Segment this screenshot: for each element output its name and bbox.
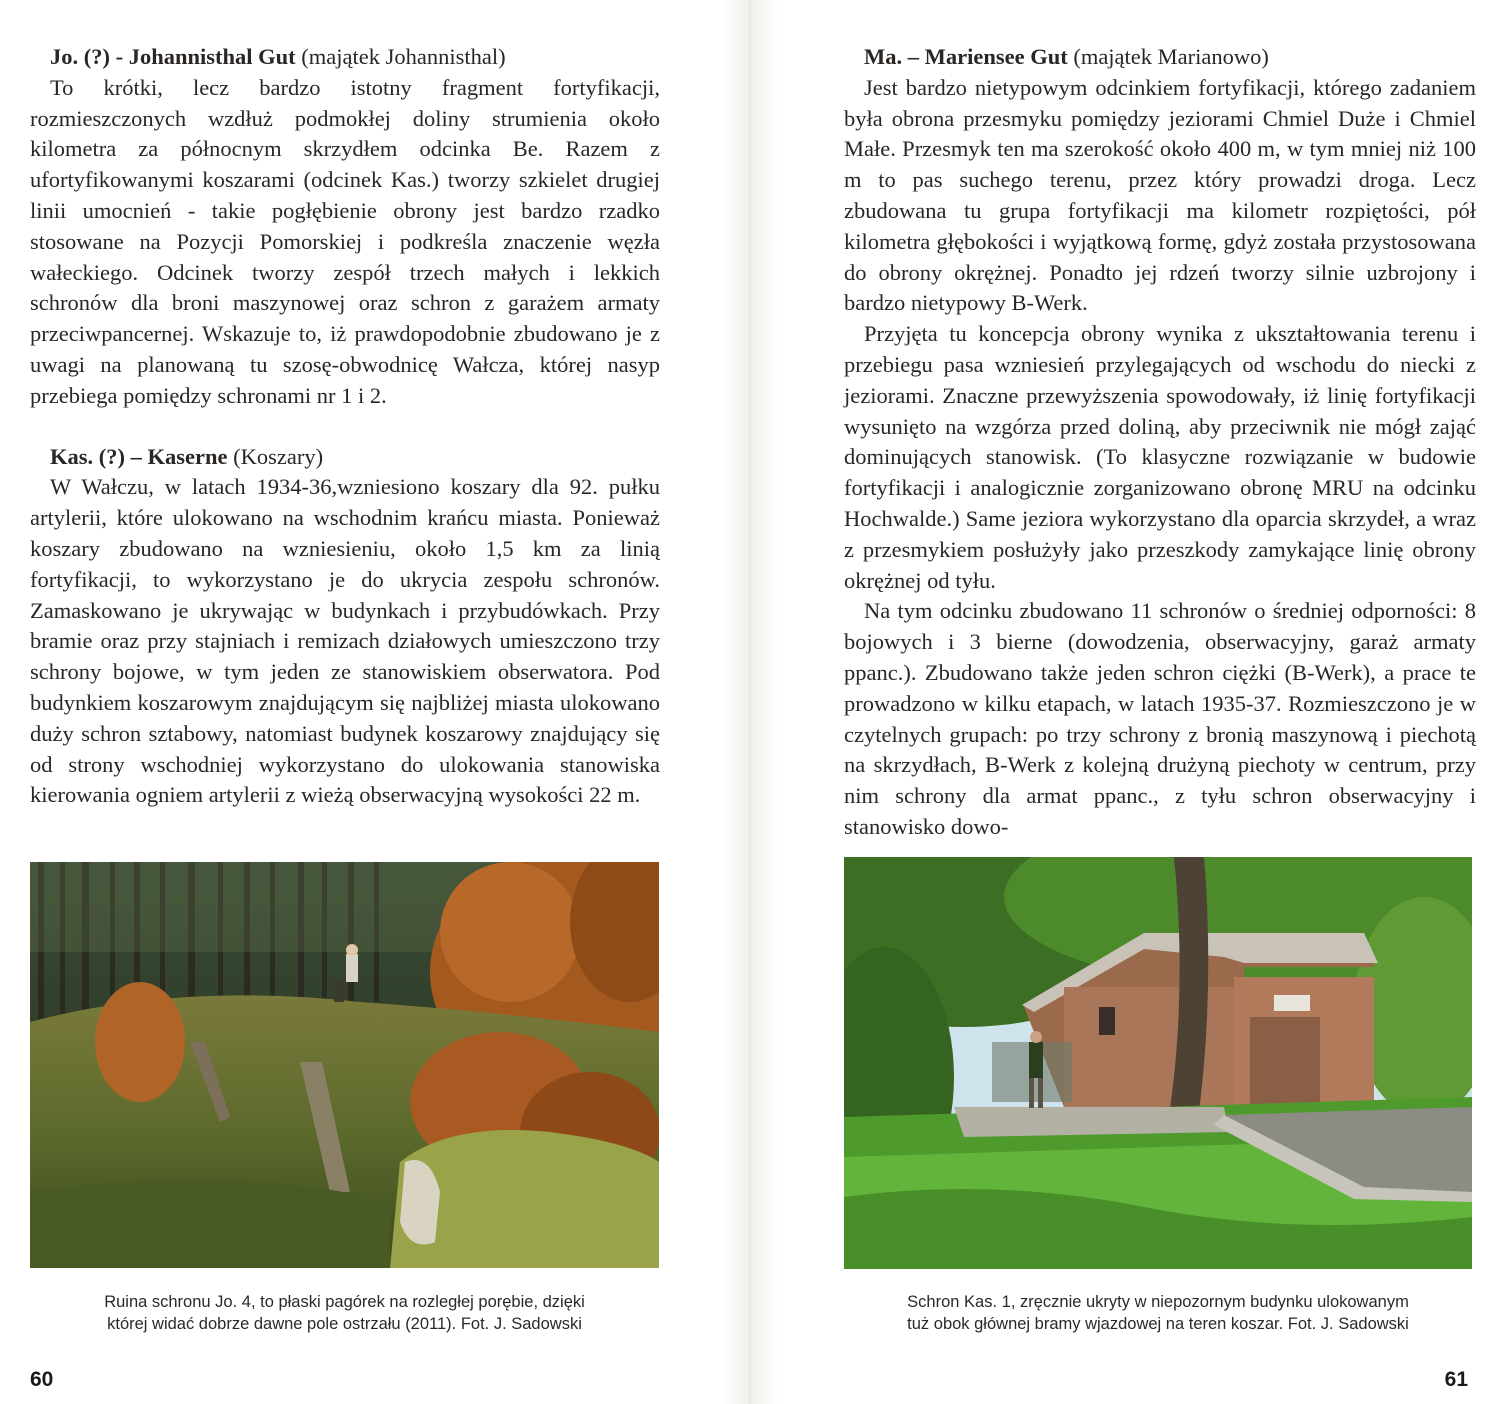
paragraph: Przyjęta tu koncepcja obrony wynika z ukształtowania terenu i przebiegu pasa wzniesień przylegających od wschodu do niecki z jeziorami. Znaczne przewyższenia spowodowały, iż linię fortyfikacji wysunięto na wzgórza przed doliną, aby przeciwnik nie mógł zająć dominujących stanowisk. (To klasyczne rozwiązanie w budowie fortyfikacji i analogicznie zorganizowano obronę MRU na odcinku Hochwalde.) Same jeziora wykorzystano dla oparcia skrzydeł, a wraz z przesmykiem posłużyły jako przeszkody zamykające linię obrony okrężnej od tyłu. — [844, 321, 1476, 593]
forest-ruin-photo — [30, 862, 659, 1268]
section-heading-kaserne — [30, 442, 660, 473]
page-number-right: 61 — [1444, 1368, 1468, 1391]
right-page — [780, 0, 1500, 1404]
paragraph: Jest bardzo nietypowym odcinkiem fortyfikacji, którego zadaniem była obrona przesmyku pomiędzy jeziorami Chmiel Duże i Chmiel Małe. Przesmyk ten ma szerokość około 400 m, w tym mniej niż 100 m to pas suchego terenu, przez który prowadzi droga. Lecz zbudowana tu grupa fortyfikacji ma kilometr rozpiętości, pół kilometra głębokości i wyjątkową formę, gdyż została przystosowana do obrony okrężnej. Ponadto jej rdzeń tworzy silnie uzbrojony i bardzo nietypowy B-Werk. — [844, 74, 1476, 316]
left-page — [0, 0, 720, 1404]
photo-caption-left — [30, 1291, 659, 1335]
paragraph: To krótki, lecz bardzo istotny fragment fortyfikacji, rozmieszczonych wzdłuż podmokłej doliny strumienia około kilometra za północnym skrzydłem odcinka Be. Razem z ufortyfikowanymi koszarami (odcinek Kas.) tworzy szkielet drugiej linii umocnień - takie pogłębienie obrony jest bardzo rzadko stosowane na Pozycji Pomorskiej i podkreśla znaczenie węzła wałeckiego. Odcinek tworzy zespół trzech małych i lekkich schronów dla broni maszynowej oraz schron z garażem armaty przeciwpancernej. Wskazuje to, iż prawdopodobnie zbudowano je z uwagi na planowaną tu szosę-obwodnicę Wałcza, której nasyp przebiega pomiędzy schronami nr 1 i 2. — [30, 74, 660, 408]
photo-caption-right — [844, 1291, 1472, 1335]
section-heading-mariensee — [844, 42, 1476, 73]
section-code: Jo. (?) - Johannisthal Gut — [50, 44, 296, 69]
paragraph: W Wałczu, w latach 1934-36,wzniesiono koszary dla 92. pułku artylerii, które ulokowano na wschodnim krańcu miasta. Ponieważ koszary zbudowano na wzniesieniu, około 1,5 km za linią fortyfikacji, to wykorzystano je do ukrycia zespołu schronów. Zamaskowano je ukrywając w budynkach i przybudówkach. Przy bramie oraz przy stajniach i remizach działowych umieszczono trzy schrony bojowe, w tym jeden ze stanowiskiem obserwatora. Pod budynkiem koszarowym znajdującym się najbliżej miasta ulokowano duży schron sztabowy, natomiast budynek koszarowy znajdujący się od strony wschodniej wykorzystano do ulokowania stanowiska kierowania ogniem artylerii z wieżą obserwacyjną wysokości 22 m. — [30, 474, 660, 808]
caption-line: Schron Kas. 1, zręcznie ukryty w niepozornym budynku ulokowanym — [907, 1293, 1409, 1311]
barracks-bunker-photo — [844, 857, 1472, 1269]
caption-line: której widać dobrze dawne pole ostrzału (2011). Fot. J. Sadowski — [107, 1315, 582, 1333]
paragraph: Na tym odcinku zbudowano 11 schronów o średniej odporności: 8 bojowych i 3 bierne (dowodzenia, obserwacyjny, garaż armaty ppanc.). Zbudowano także jeden schron ciężki (B-Werk), a prace te prowadzono w kilku etapach, w latach 1935-37. Rozmieszczono je w czytelnych grupach: po trzy schrony z bronią maszynową i piechotą na skrzydłach, B-Werk z kolejną drużyną piechoty w centrum, przy nim schrony dla armat ppanc., z tyłu schron obserwacyjny i stanowisko dowo- — [844, 598, 1476, 839]
caption-line: Ruina schronu Jo. 4, to płaski pagórek na rozległej porębie, dzięki — [104, 1293, 585, 1311]
section-code: Ma. – Mariensee Gut — [864, 44, 1068, 69]
section-subtitle: (majątek Johannisthal) — [301, 44, 506, 69]
page-number-left: 60 — [30, 1368, 54, 1391]
section-subtitle: (Koszary) — [233, 443, 324, 469]
right-text-block — [844, 42, 1476, 843]
caption-line: tuż obok głównej bramy wjazdowej na teren koszar. Fot. J. Sadowski — [907, 1315, 1409, 1333]
section-code: Kas. (?) – Kaserne — [50, 443, 228, 469]
book-gutter — [720, 0, 780, 1404]
section-heading-johannisthal — [30, 42, 660, 73]
section-subtitle: (majątek Marianowo) — [1073, 44, 1269, 69]
left-text-block — [30, 42, 660, 811]
